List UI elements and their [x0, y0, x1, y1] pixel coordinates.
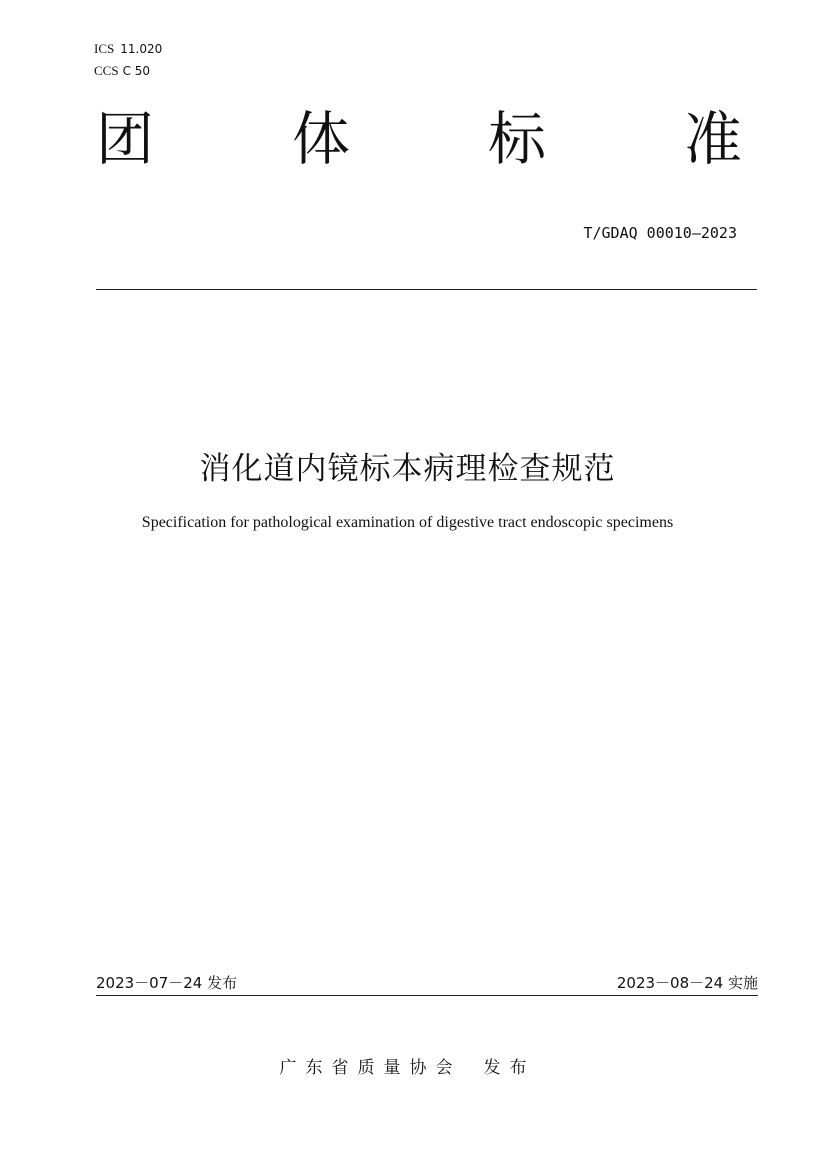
standard-title-english: Specification for pathological examination of digestive tract endoscopic specimens: [141, 514, 674, 531]
ccs-label: CCS: [94, 63, 119, 78]
document-type-title: [96, 104, 742, 174]
publish-label: 发布: [483, 1058, 536, 1078]
title-char-4: 准: [683, 105, 742, 173]
ccs-code: C 50: [122, 64, 151, 78]
title-char-1: 团: [96, 105, 155, 173]
publisher-line: [0, 1053, 815, 1078]
bottom-divider: [96, 995, 758, 996]
title-char-2: 体: [291, 105, 350, 173]
title-char-3: 标: [487, 105, 546, 173]
publisher-name: 广东省质量协会: [279, 1058, 462, 1078]
ics-line: [94, 40, 162, 58]
standard-title-chinese: 消化道内镜标本病理检查规范: [199, 451, 616, 487]
implementation-date: 2023－08－24 实施: [616, 974, 758, 992]
ics-code: 11.020: [120, 42, 163, 56]
ccs-line: [94, 62, 150, 80]
standard-number: T/GDAQ 00010—2023: [583, 224, 737, 242]
top-divider: [96, 289, 757, 290]
ics-label: ICS: [94, 41, 115, 56]
issue-date: 2023－07－24 发布: [96, 974, 238, 992]
